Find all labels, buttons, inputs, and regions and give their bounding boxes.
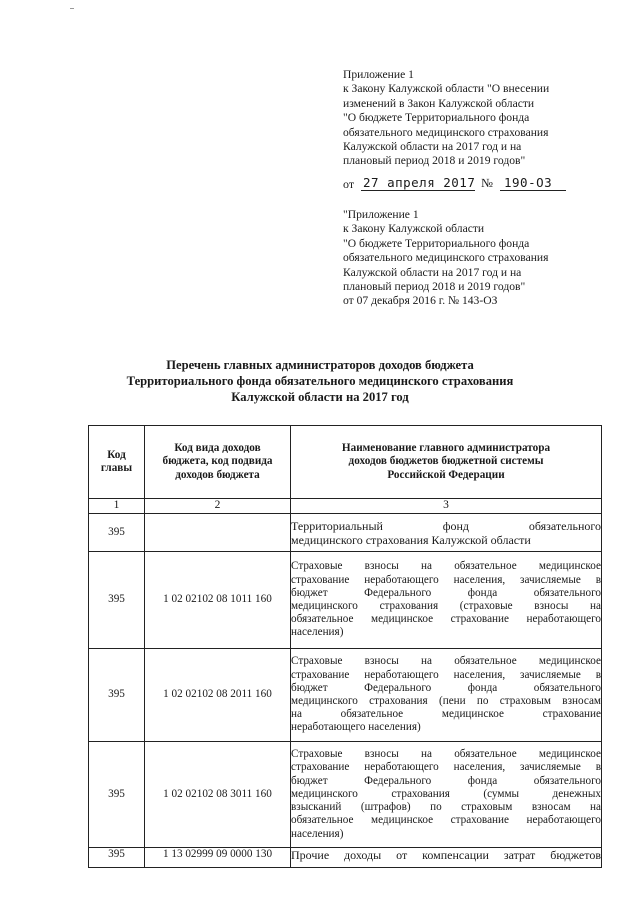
header-name (291, 426, 602, 499)
row-code: 395 (89, 514, 145, 552)
column-number: 2 (145, 499, 291, 514)
previous-appendix-line: "Приложение 1 (343, 208, 419, 221)
row-name-line: медицинского страхования (страховые взносы на (291, 600, 601, 612)
row-name-line: обязательное медицинское страхование неработающего (291, 814, 601, 827)
header-code (89, 426, 145, 499)
previous-appendix-line: от 07 декабря 2016 г. № 143-ОЗ (343, 294, 498, 308)
row-code: 395 (89, 848, 145, 868)
table-row (89, 514, 602, 552)
header-code-line: Код (107, 448, 126, 461)
scan-mark (70, 8, 74, 9)
table-header-row (89, 426, 602, 499)
row-name (291, 552, 602, 649)
row-kind (145, 514, 291, 552)
row-name-line: населения) (291, 626, 344, 639)
row-code: 395 (89, 552, 145, 649)
row-name-line: неработающего населения) (291, 721, 421, 734)
row-name-line: медицинского страхования (суммы денежных (291, 787, 601, 800)
row-name-line: на обязательное медицинское страхование (291, 708, 601, 721)
row-name-line: бюджет Федерального фонда обязательного (291, 774, 601, 787)
appendix-line: обязательного медицинского страхования (343, 125, 549, 139)
header-code-line: главы (100, 462, 133, 474)
row-name-line: взысканий (штрафов) по страховым взносам на (291, 801, 601, 814)
title-line: Калужской области на 2017 год (231, 390, 409, 404)
column-number: 1 (89, 499, 145, 514)
row-name-line: страхование неработающего населения, зачисляемые в (291, 573, 601, 586)
row-name-line: бюджет Федерального фонда обязательного (291, 681, 601, 694)
document-title (80, 357, 560, 405)
header-kind (145, 426, 291, 499)
header-kind-line: бюджета, код подвида (162, 455, 273, 468)
previous-appendix-line: к Закону Калужской области (343, 222, 485, 236)
appendix-header (343, 68, 603, 169)
table-row (89, 649, 602, 742)
row-name-line: Территориальный фонд обязательного (291, 518, 601, 533)
column-number-row (89, 499, 602, 514)
header-kind-line: доходов бюджета (175, 468, 260, 481)
row-name-line: медицинского страхования (пени по страховым взносам (291, 695, 601, 707)
header-name-line: Российской Федерации (387, 468, 505, 481)
row-code: 395 (89, 649, 145, 742)
header-kind-line: Код вида доходов (174, 441, 261, 454)
administrators-table (88, 425, 602, 868)
row-name-line: населения) (291, 827, 344, 840)
row-name-line: Страховые взносы на обязательное медицинское (291, 748, 601, 761)
table-row (89, 742, 602, 848)
row-name (291, 514, 602, 552)
row-name (291, 649, 602, 742)
stamp-number-sign: № (481, 176, 493, 190)
row-name-line: обязательное медицинское страхование неработающего (291, 613, 601, 626)
appendix-line: "О бюджете Территориального фонда (343, 111, 530, 125)
previous-appendix-line: обязательного медицинского страхования (343, 251, 549, 265)
previous-appendix-header (343, 208, 603, 309)
column-number: 3 (291, 499, 602, 514)
header-name-line: Наименование главного администратора (341, 441, 551, 454)
previous-appendix-line: плановый период 2018 и 2019 годов" (343, 280, 526, 294)
appendix-line: к Закону Калужской области "О внесении (343, 82, 550, 96)
row-name-line: страхование неработающего населения, зачисляемые в (291, 761, 601, 774)
row-name (291, 848, 602, 868)
title-line: Территориального фонда обязательного медицинского страхования (126, 374, 514, 388)
row-code: 395 (89, 742, 145, 848)
stamp-number: 190-ОЗ (500, 175, 566, 191)
row-name-line: Прочие доходы от компенсации затрат бюджетов (291, 848, 601, 862)
stamp-prefix: от (343, 177, 355, 191)
row-kind: 1 02 02102 08 1011 160 (145, 552, 291, 649)
previous-appendix-line: "О бюджете Территориального фонда (343, 236, 530, 250)
row-name (291, 742, 602, 848)
row-name-line: медицинского страхования Калужской области (291, 532, 531, 547)
appendix-line: Приложение 1 (343, 68, 414, 81)
law-date-number-stamp (343, 176, 603, 194)
row-name-line: бюджет Федерального фонда обязательного (291, 586, 601, 599)
row-kind: 1 13 02999 09 0000 130 (145, 848, 291, 868)
previous-appendix-line: Калужской области на 2017 год и на (343, 265, 522, 279)
row-name-line: страхование неработающего населения, зачисляемые в (291, 668, 601, 681)
stamp-date: 27 апреля 2017 (363, 175, 476, 190)
row-name-line: Страховые взносы на обязательное медицинское (291, 655, 601, 668)
row-name-line: Страховые взносы на обязательное медицинское (291, 560, 601, 573)
header-name-line: доходов бюджетов бюджетной системы (348, 455, 544, 468)
row-kind: 1 02 02102 08 2011 160 (145, 649, 291, 742)
table-row (89, 552, 602, 649)
row-kind: 1 02 02102 08 3011 160 (145, 742, 291, 848)
table-row (89, 848, 602, 868)
appendix-line: изменений в Закон Калужской области (343, 96, 535, 110)
appendix-line: плановый период 2018 и 2019 годов" (343, 154, 526, 168)
appendix-line: Калужской области на 2017 год и на (343, 140, 522, 154)
title-line: Перечень главных администраторов доходов бюджета (166, 358, 474, 372)
